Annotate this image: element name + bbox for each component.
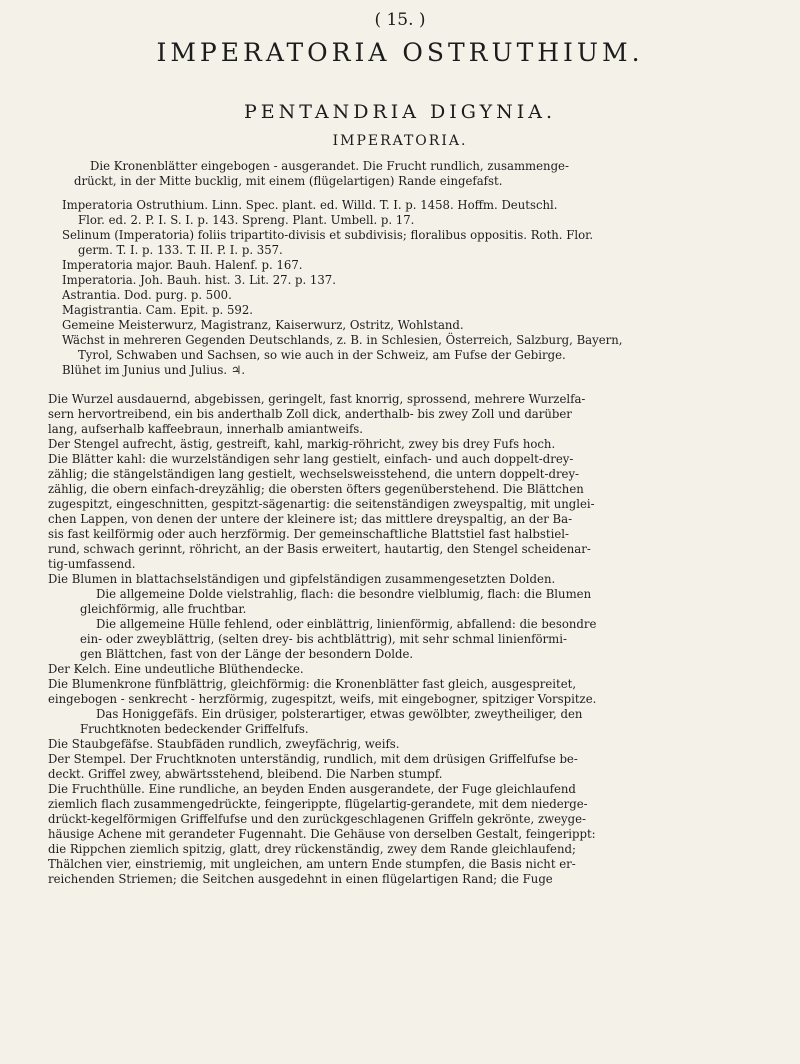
description-paragraph [48,677,746,707]
description-line: Das Honiggefäfs. Ein drüsiger, polsterartiger, etwas gewölbter, zweytheiliger, den [96,707,583,721]
synonym-line: Magistrantia. Cam. Epit. p. 592. [62,303,254,317]
synonym-line: Astrantia. Dod. purg. p. 500. [62,288,232,302]
description-line: ziemlich flach zusammengedrückte, feingerippte, flügelartig-gerandete, mit dem niederge- [48,797,588,811]
synonym-line: Imperatoria Ostruthium. Linn. Spec. plant. ed. Willd. T. I. p. 1458. Hoffm. Deutschl. [62,198,558,212]
synonym-line: Selinum (Imperatoria) foliis tripartito-divisis et subdivisis; floralibus oppositis. Roth. Flor. [62,228,594,242]
description-paragraph [48,437,746,452]
class-heading: PENTANDRIA DIGYNIA. [243,101,557,123]
genus-title: IMPERATORIA OSTRUTHIUM. [156,38,644,67]
diagnosis-line: Die Kronenblätter eingebogen - ausgerandet. Die Frucht rundlich, zusammenge- [90,159,569,173]
description-line: gleichförmig, alle fruchtbar. [80,602,247,616]
description-line: drückt-kegelförmigen Griffelfufse und den zurückgeschlagenen Griffeln gekrönte, zweyge- [48,812,586,826]
description-line: tig-umfassend. [48,557,136,571]
description-line: sern hervortreibend, ein bis anderthalb Zoll dick, anderthalb- bis zwey Zoll und darüber [48,407,572,421]
description-line: lang, aufserhalb kaffeebraun, innerhalb amiantweifs. [48,422,364,436]
synonym-line: Imperatoria major. Bauh. Halenf. p. 167. [62,258,303,272]
habitat-line: Wächst in mehreren Gegenden Deutschlands, z. B. in Schlesien, Österreich, Salzburg, Bayern, [62,333,623,347]
description-line: zählig, die obern einfach-dreyzählig; die obersten öfters gegenüberstehend. Die Blättchen [48,482,584,496]
description-line: reichenden Striemen; die Seitchen ausgedehnt in einen flügelartigen Rand; die Fuge [48,872,553,886]
description-line: Die Fruchthülle. Eine rundliche, an beyden Enden ausgerandete, der Fuge gleichlaufend [48,782,576,796]
description-line: Die allgemeine Hülle fehlend, oder einblättrig, linienförmig, abfallend: die besondre [96,617,597,631]
description-line: häusige Achene mit gerandeter Fugennaht. Die Gehäuse von derselben Gestalt, feingerippt: [48,827,596,841]
description-line: deckt. Griffel zwey, abwärtsstehend, bleibend. Die Narben stumpf. [48,767,443,781]
description-line: ein- oder zweyblättrig, (selten drey- bis achtblättrig), mit sehr schmal linienförmi- [80,632,567,646]
diagnosis [48,159,752,189]
description [48,392,752,887]
synonym-line: Flor. ed. 2. P. I. S. I. p. 143. Spreng. Plant. Umbell. p. 17. [78,213,415,227]
page-number: ( 15. ) [374,10,426,30]
description-paragraph [48,392,746,437]
description-line: die Rippchen ziemlich spitzig, glatt, drey rückenständig, zwey dem Rande gleichlaufend; [48,842,576,856]
synonym-line: Imperatoria. Joh. Bauh. hist. 3. Lit. 27. p. 137. [62,273,336,287]
diagnosis-line: drückt, in der Mitte bucklig, mit einem (flügelartigen) Rande eingefafst. [74,174,503,188]
description-line: Der Kelch. Eine undeutliche Blüthendecke. [48,662,304,676]
description-line: Die allgemeine Dolde vielstrahlig, flach: die besondre vielblumig, flach: die Blumen [96,587,592,601]
description-paragraph [48,587,746,617]
description-paragraph [48,662,746,677]
description-paragraph [48,572,746,587]
description-line: Der Stempel. Der Fruchtknoten unterständig, rundlich, mit dem drüsigen Griffelfufse be- [48,752,578,766]
synonymy [48,198,752,378]
description-line: chen Lappen, von denen der untere der kleinere ist; das mittlere dreyspaltig, an der Ba- [48,512,573,526]
description-line: rund, schwach gerinnt, röhricht, an der Basis erweitert, hautartig, den Stengel scheidenar- [48,542,591,556]
description-paragraph [48,752,746,782]
description-line: Fruchtknoten bedeckender Griffelfufs. [80,722,309,736]
description-line: Die Blumenkrone fünfblättrig, gleichförmig: die Kronenblätter fast gleich, ausgespreitet, [48,677,577,691]
description-line: Die Blätter kahl: die wurzelständigen sehr lang gestielt, einfach- und auch doppelt-drey- [48,452,574,466]
habitat-line: Tyrol, Schwaben und Sachsen, so wie auch in der Schweiz, am Fufse der Gebirge. [78,348,566,362]
description-paragraph [48,452,746,572]
description-line: Thälchen vier, einstriemig, mit ungleichen, am untern Ende stumpfen, die Basis nicht er- [48,857,576,871]
description-paragraph [48,782,746,887]
description-paragraph [48,617,746,662]
description-line: Die Staubgefäfse. Staubfäden rundlich, zweyfächrig, weifs. [48,737,400,751]
description-line: eingebogen - senkrecht - herzförmig, zugespitzt, weifs, mit eingebogner, spitziger Vorspitze. [48,692,597,706]
description-paragraph [48,737,746,752]
description-paragraph [48,707,746,737]
description-line: Die Blumen in blattachselständigen und gipfelständigen zusammengesetzten Dolden. [48,572,556,586]
vernacular-names: Gemeine Meisterwurz, Magistranz, Kaiserwurz, Ostritz, Wohlstand. [62,318,464,332]
description-line: Der Stengel aufrecht, ästig, gestreift, kahl, markig-röhricht, zwey bis drey Fufs hoch. [48,437,556,451]
description-line: Die Wurzel ausdauernd, abgebissen, geringelt, fast knorrig, sprossend, mehrere Wurzelfa- [48,392,586,406]
description-line: sis fast keilförmig oder auch herzförmig. Der gemeinschaftliche Blattstiel fast halbstiel- [48,527,569,541]
flowering-time: Blühet im Junius und Julius. ♃. [62,363,246,377]
description-line: gen Blättchen, fast von der Länge der besondern Dolde. [80,647,414,661]
subgenus-heading: IMPERATORIA. [332,133,468,149]
description-line: zählig; die stängelständigen lang gestielt, wechselsweisstehend, die untern doppelt-drey- [48,467,579,481]
description-line: zugespitzt, eingeschnitten, gespitzt-sägenartig: die seitenständigen zweyspaltig, mit unglei- [48,497,595,511]
synonym-line: germ. T. I. p. 133. T. II. P. I. p. 357. [78,243,283,257]
